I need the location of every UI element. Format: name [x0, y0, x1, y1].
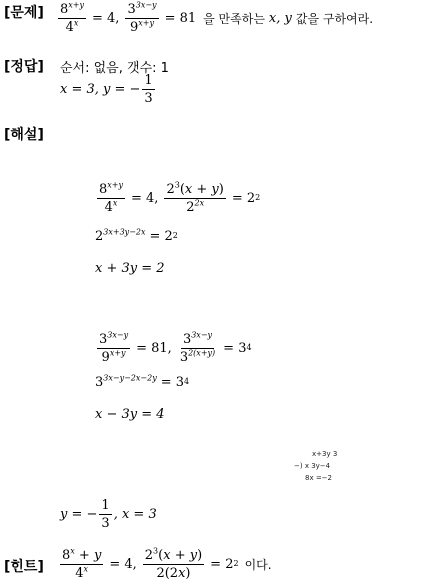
- scratch-line-1: x+3y 3: [312, 450, 338, 458]
- problem-rhs: = 81: [164, 10, 197, 26]
- scratch-line-2: −) x 3y−4: [294, 462, 331, 470]
- problem-label: [문제]: [4, 5, 44, 21]
- hint-equation: $\frac{8^x + y}{4^x}$ = 4, $\frac{2^3(x + y)}{2(2x)}$ = 2 2 이다.: [62, 546, 272, 581]
- problem-frac-2: $\frac{3^{3x-y}}{9^{x+y}}$: [127, 0, 157, 35]
- explanation-line-5: $3^{3x-y-2x-2y}$ = 3 4: [95, 373, 190, 390]
- problem-frac-1: $\frac{8^{x+y}}{4^x}$: [60, 0, 85, 35]
- scratch-line-3: 8x =−2: [305, 474, 333, 482]
- explanation-label: [해설]: [4, 127, 44, 143]
- explanation-line-1: $\frac{8^{x+y}}{4^x}$ = 4, $\frac{2^3(x + y)}{2^{2x}}$ = 2 2: [99, 180, 261, 215]
- explanation-line-6: x − 3y = 4: [95, 406, 165, 422]
- problem-text-suffix: 값을 구하여라.: [295, 11, 374, 26]
- problem-equation: [56, 2, 373, 34]
- explanation-line-2: $2^{3x+3y-2x}$ = 2 2: [95, 227, 178, 244]
- problem-vars: x, y: [268, 10, 292, 26]
- hint-label: [힌트]: [4, 559, 44, 575]
- explanation-final: y = − $\frac{1}{3}$ , x = 3: [60, 497, 157, 531]
- explanation-line-4: $\frac{3^{3x-y}}{9^{x+y}}$ = 81, $\frac{3^{3x-y}}{3^{2(x+y)}}$ = 3 4: [99, 330, 252, 365]
- answer-meta: 순서: 없음, 갯수: 1: [60, 61, 169, 76]
- problem-text-prefix: 을 만족하는: [203, 11, 265, 26]
- problem-sep: = 4,: [92, 10, 120, 26]
- answer-solution-text: x = 3, y = −: [60, 81, 141, 97]
- answer-solution: [60, 72, 157, 106]
- answer-frac: $\frac{1}{3}$: [144, 72, 153, 106]
- explanation-line-3: x + 3y = 2: [95, 260, 165, 276]
- answer-label: [정답]: [4, 59, 44, 75]
